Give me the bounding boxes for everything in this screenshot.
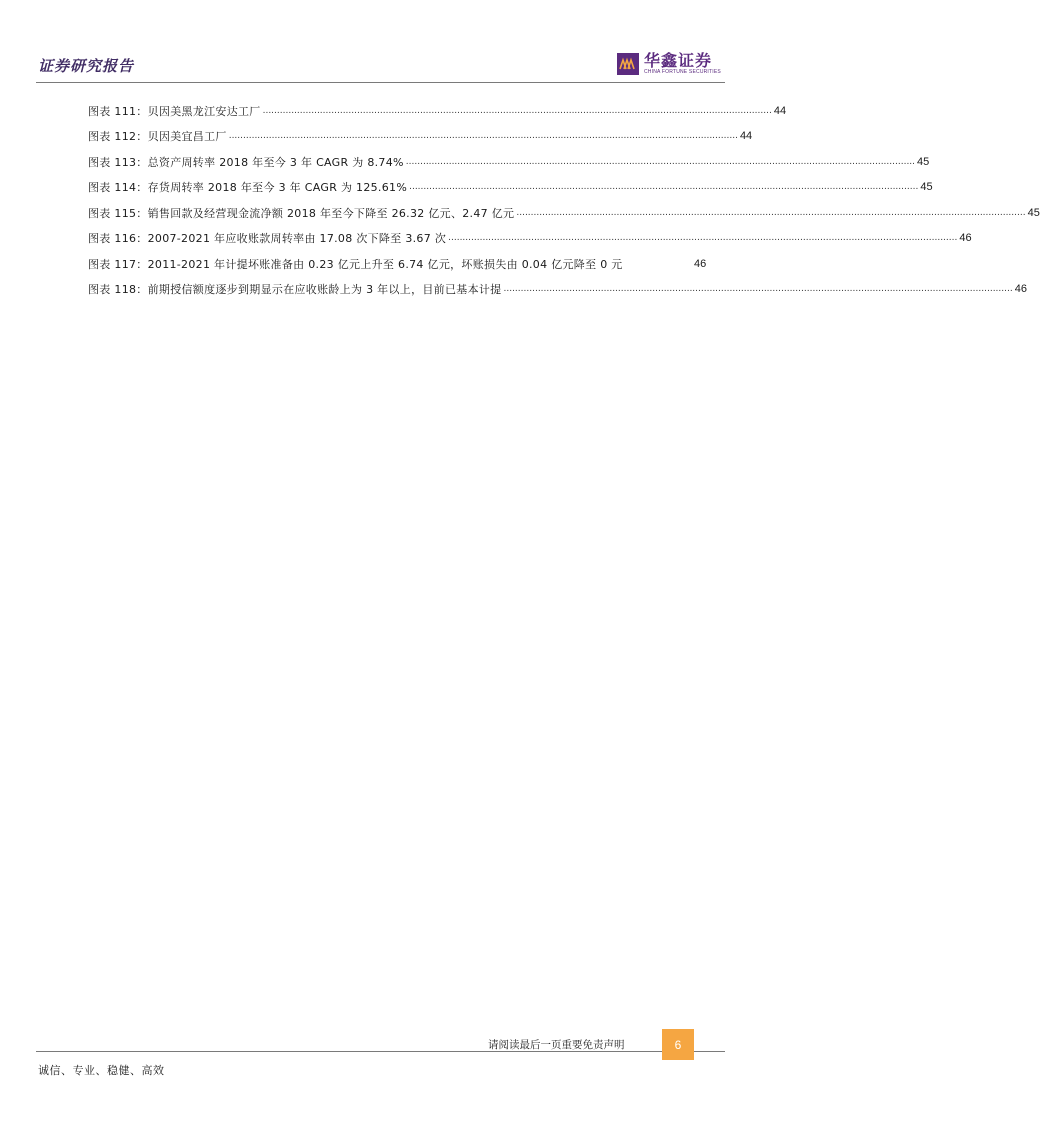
logo-chinese-name: 华鑫证券 — [644, 51, 713, 70]
toc-entry-label: 图表 117：2011-2021 年计提坏账准备由 0.23 亿元上升至 6.74 亿元，坏账损失由 0.04 亿元降至 0 元 — [88, 257, 623, 271]
toc-entry-label: 图表 112：贝因美宜昌工厂 — [88, 130, 227, 144]
toc-leader-dots: .................................................................................................................................................................................. — [228, 131, 738, 142]
toc-entry[interactable] — [88, 251, 707, 277]
toc-entry-label: 图表 111：贝因美黑龙江安达工厂 — [88, 104, 261, 118]
toc-entry-page: 46 — [959, 232, 972, 245]
company-logo — [617, 52, 721, 75]
toc-entry[interactable] — [88, 149, 930, 175]
logo-mark-icon — [617, 53, 639, 75]
page-number: 6 — [674, 1037, 682, 1052]
disclaimer-notice: 请阅读最后一页重要免责声明 — [488, 1039, 625, 1051]
toc-leader-dots: .................................................................................................................................................................................. — [516, 207, 1026, 218]
toc-entry-page: 45 — [1027, 206, 1040, 219]
toc-leader-dots: .................................................................................................................................................................................. — [262, 105, 772, 116]
toc-entry-page: 45 — [917, 155, 930, 168]
toc-entry[interactable] — [88, 124, 753, 150]
toc-leader-dots: .................................................................................................................................................................................. — [405, 156, 916, 167]
header-divider — [36, 82, 725, 83]
company-motto: 诚信、专业、稳健、高效 — [38, 1064, 165, 1077]
toc-entry-page: 44 — [739, 130, 753, 143]
toc-entry-label: 图表 113：总资产周转率 2018 年至今 3 年 CAGR 为 8.74% — [88, 155, 404, 169]
toc-entry-label: 图表 115：销售回款及经营现金流净额 2018 年至今下降至 26.32 亿元、2.47 亿元 — [88, 206, 515, 220]
toc-entry-page: 46 — [694, 257, 707, 270]
toc-entry-label: 图表 116：2007-2021 年应收账款周转率由 17.08 次下降至 3.67 次 — [88, 232, 447, 246]
toc-entry[interactable] — [88, 98, 787, 124]
toc-leader-dots: .................................................................................................................................................................................. — [409, 182, 919, 193]
toc-leader-dots: .................................................................................................................................................................................. — [448, 233, 958, 244]
report-type-title: 证券研究报告 — [38, 57, 135, 75]
toc-entry-label: 图表 114：存货周转率 2018 年至今 3 年 CAGR 为 125.61% — [88, 181, 408, 195]
page-number-badge — [662, 1029, 694, 1060]
toc-entry[interactable] — [88, 277, 1027, 303]
toc-entry[interactable] — [88, 200, 1040, 226]
toc-entry-label: 图表 118：前期授信额度逐步到期显示在应收账龄上为 3 年以上，目前已基本计提 — [88, 283, 502, 297]
toc-entry-page: 46 — [1014, 283, 1027, 296]
toc-leader-dots: .................................................................................................................................................................................. — [503, 284, 1013, 295]
toc-entry-page: 44 — [773, 104, 787, 117]
toc-entry[interactable] — [88, 175, 933, 201]
figure-list — [88, 98, 1040, 302]
toc-entry[interactable] — [88, 226, 972, 252]
logo-english-name: CHINA FORTUNE SECURITIES — [644, 69, 721, 75]
toc-entry-page: 45 — [920, 181, 933, 194]
